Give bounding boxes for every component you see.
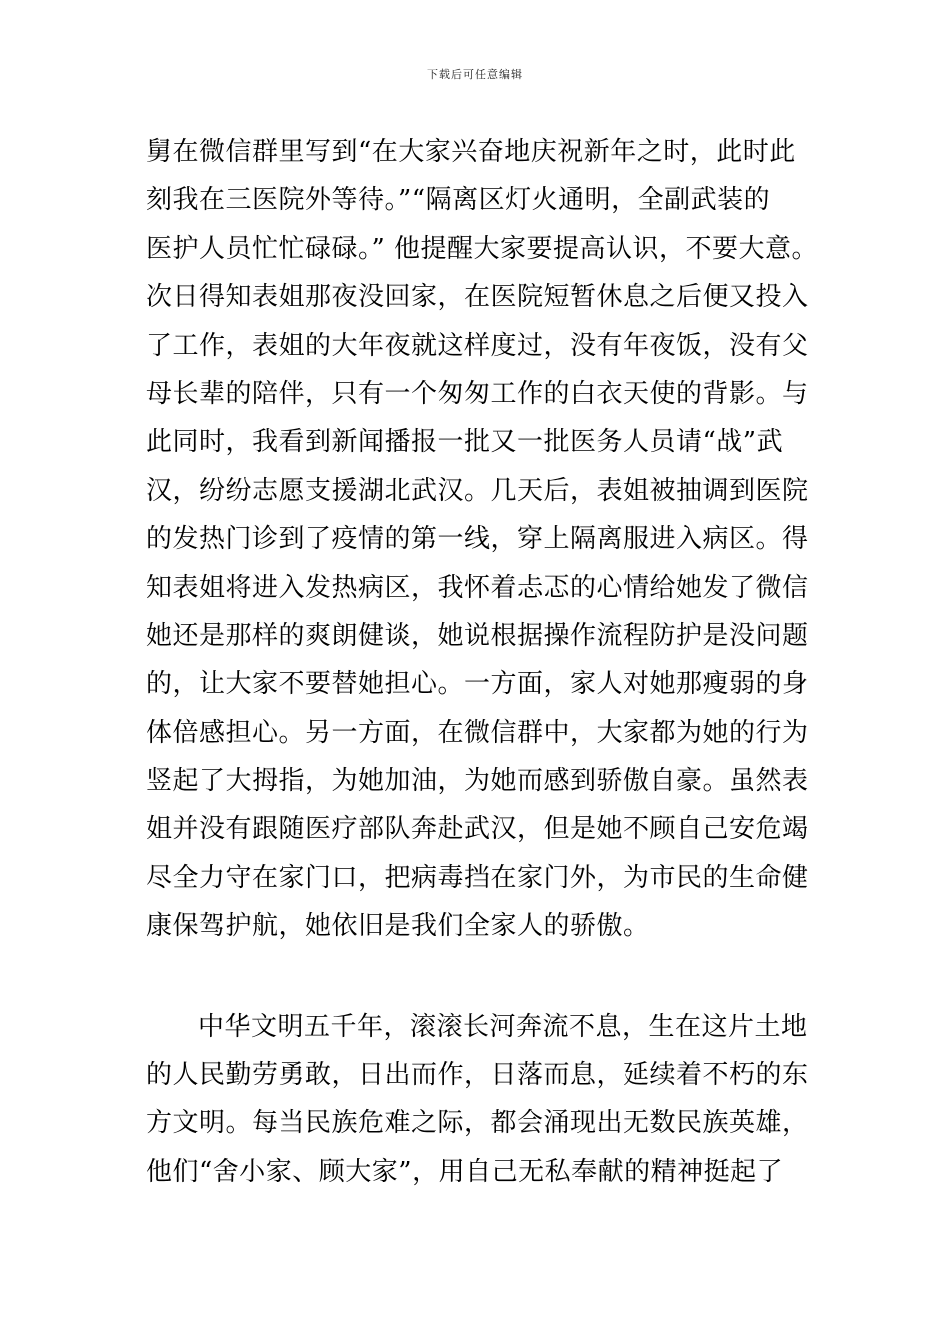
text-line: 知表姐将进入发热病区，我怀着忐忑的心情给她发了微信 — [146, 572, 809, 603]
text-line: 尽全力守在家门口，把病毒挡在家门外，为市民的生命健 — [146, 862, 809, 893]
text-line: 竖起了大拇指，为她加油，为她而感到骄傲自豪。虽然表 — [146, 766, 809, 797]
text-line: 中华文明五千年，滚滚长河奔流不息，生在这片土地 — [198, 1011, 808, 1042]
text-line: 姐并没有跟随医疗部队奔赴武汉，但是她不顾自己安危竭 — [146, 814, 809, 845]
text-line: 体倍感担心。另一方面，在微信群中，大家都为她的行为 — [146, 717, 809, 748]
text-line: 的，让大家不要替她担心。一方面，家人对她那瘦弱的身 — [146, 669, 809, 700]
text-line: 他们“舍小家、顾大家”，用自己无私奉献的精神挺起了 — [146, 1156, 784, 1187]
text-line: 汉，纷纷志愿支援湖北武汉。几天后，表姐被抽调到医院 — [146, 475, 809, 506]
text-line: 此同时，我看到新闻播报一批又一批医务人员请“战”武 — [146, 427, 784, 458]
paragraph-gap — [146, 951, 846, 1003]
text-line: 方文明。每当民族危难之际，都会涌现出无数民族英雄， — [146, 1108, 809, 1139]
document-body — [146, 128, 846, 1196]
text-line: 刻我在三医院外等待。”“隔离区灯火通明，全副武装的 — [146, 185, 771, 216]
text-line: 康保驾护航，她依旧是我们全家人的骄傲。 — [146, 911, 650, 942]
text-line: 母长辈的陪伴，只有一个匆匆工作的白衣天使的背影。与 — [146, 378, 809, 409]
text-line: 的发热门诊到了疫情的第一线，穿上隔离服进入病区。得 — [146, 524, 809, 555]
text-line: 舅在微信群里写到“在大家兴奋地庆祝新年之时，此时此 — [146, 137, 796, 167]
text-line: 医护人员忙忙碌碌。” 他提醒大家要提高认识，不要大意。 — [146, 233, 819, 264]
text-line: 次日得知表姐那夜没回家，在医院短暂休息之后便又投入 — [146, 282, 809, 313]
text-line: 她还是那样的爽朗健谈，她说根据操作流程防护是没问题 — [146, 620, 809, 651]
text-line: 了工作，表姐的大年夜就这样度过，没有年夜饭，没有父 — [146, 330, 809, 361]
page-header: 下载后可任意编辑 — [427, 68, 523, 81]
paragraph-2 — [146, 1003, 846, 1197]
text-line: 的人民勤劳勇敢，日出而作，日落而息，延续着不朽的东 — [146, 1060, 809, 1091]
paragraph-1 — [146, 128, 846, 951]
